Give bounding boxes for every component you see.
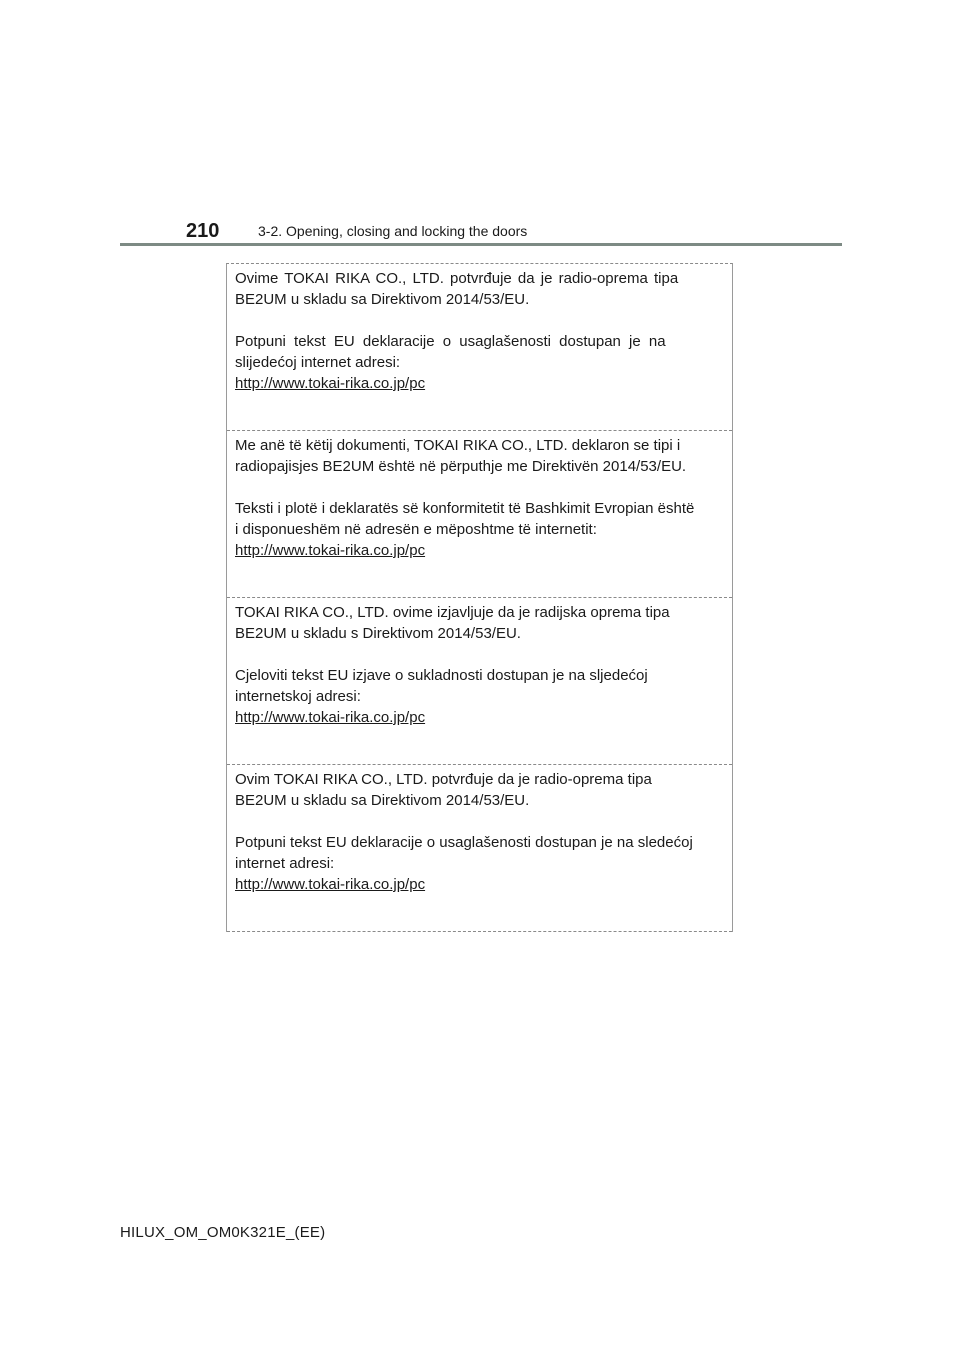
declaration-statement-line-1: TOKAI RIKA CO., LTD. ovime izjavljuje da je radijska oprema tipa <box>235 604 670 621</box>
declaration-text-line-2: internet adresi: <box>235 855 335 872</box>
header-rule <box>120 243 842 246</box>
declaration-text-line-1: Potpuni tekst EU deklaracije o usaglašenosti dostupan je na sledećoj <box>235 834 693 851</box>
declaration-link[interactable]: http://www.tokai-rika.co.jp/pc <box>235 876 426 893</box>
paragraph-gap <box>235 310 724 331</box>
page-header <box>120 214 842 246</box>
declaration-text-line-2: i disponueshëm në adresën e mëposhtme të internetit: <box>235 521 597 538</box>
paragraph-gap <box>235 477 724 498</box>
declaration-block-serbian <box>227 765 732 932</box>
paragraph-gap <box>235 644 724 665</box>
declaration-text-line-2: slijedećoj internet adresi: <box>235 354 401 371</box>
declaration-statement-line-2: BE2UM u skladu sa Direktivom 2014/53/EU. <box>235 792 530 809</box>
declaration-link[interactable]: http://www.tokai-rika.co.jp/pc <box>235 709 426 726</box>
declaration-text-line-1: Cjeloviti tekst EU izjave o sukladnosti dostupan je na sljedećoj <box>235 667 648 684</box>
declaration-block-croatian <box>227 598 732 765</box>
declaration-statement-line-1: Ovime TOKAI RIKA CO., LTD. potvrđuje da je radio-oprema tipa <box>235 270 679 287</box>
declaration-table <box>226 263 733 932</box>
declaration-statement-line-2: radiopajisjes BE2UM është në përputhje me Direktivën 2014/53/EU. <box>235 458 687 475</box>
declaration-block-bosnian <box>227 264 732 431</box>
declaration-link[interactable]: http://www.tokai-rika.co.jp/pc <box>235 375 426 392</box>
page-number: 210 <box>186 220 220 242</box>
declaration-link[interactable]: http://www.tokai-rika.co.jp/pc <box>235 542 426 559</box>
declaration-block-albanian <box>227 431 732 598</box>
declaration-text-line-2: internetskoj adresi: <box>235 688 361 705</box>
declaration-statement-line-1: Ovim TOKAI RIKA CO., LTD. potvrđuje da je radio-oprema tipa <box>235 771 652 788</box>
declaration-text-line-1: Teksti i plotë i deklaratës së konformitetit të Bashkimit Evropian është <box>235 500 695 517</box>
declaration-statement-line-2: BE2UM u skladu sa Direktivom 2014/53/EU. <box>235 291 530 308</box>
document-code: HILUX_OM_OM0K321E_(EE) <box>120 1224 326 1241</box>
declaration-text-line-1: Potpuni tekst EU deklaracije o usaglašenosti dostupan je na <box>235 333 666 350</box>
declaration-statement-line-2: BE2UM u skladu s Direktivom 2014/53/EU. <box>235 625 521 642</box>
section-title: 3-2. Opening, closing and locking the doors <box>258 223 528 239</box>
paragraph-gap <box>235 811 724 832</box>
declaration-statement-line-1: Me anë të këtij dokumenti, TOKAI RIKA CO., LTD. deklaron se tipi i <box>235 437 681 454</box>
